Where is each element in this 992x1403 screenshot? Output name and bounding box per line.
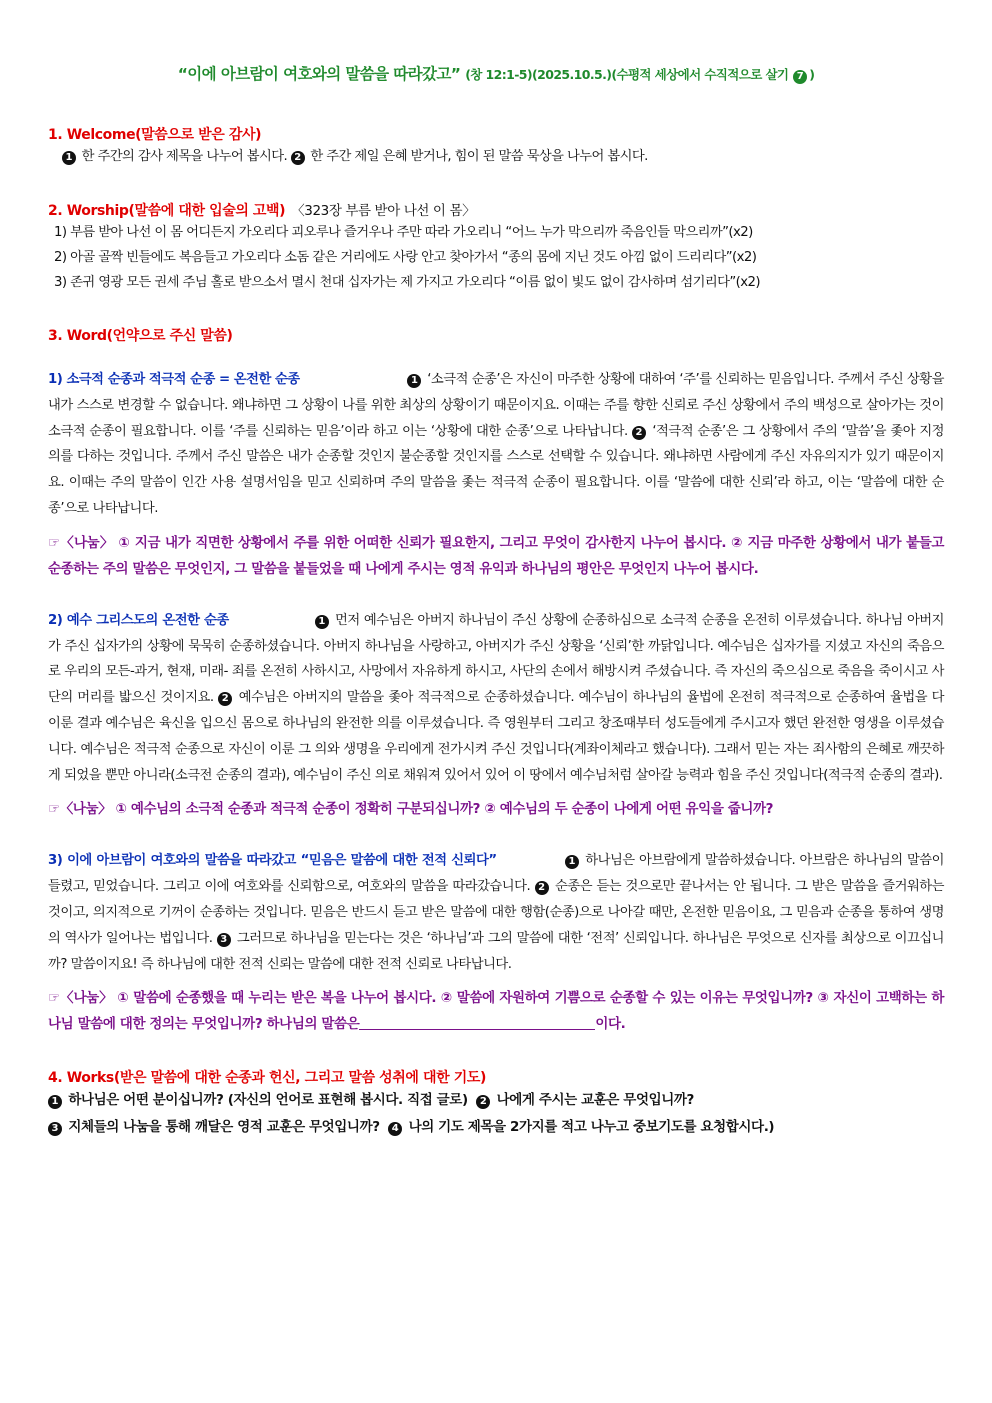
hymn-verse-1: 1) 부름 받아 나선 이 몸 어디든지 가오리다 괴오루나 즐거우나 주만 따라 가오리니 “어느 누가 막으리까 죽음인들 막으리까”(x2)	[54, 225, 753, 240]
title-main: “이에 아브람이 여호와의 말씀을 따라갔고”	[177, 65, 461, 83]
welcome-question-2: 한 주간 제일 은혜 받거나, 힘이 된 말씀 묵상을 나누어 봅시다.	[310, 149, 648, 164]
hymn-title: 〈323장 부름 받아 나선 이 몸〉	[291, 203, 476, 219]
sharing-prompt-3-end: 이다.	[595, 1016, 626, 1033]
paragraph-2-body-2: 예수님은 아버지의 말씀을 좇아 적극적으로 순종하셨습니다. 예수님이 하나님의 율법에 온전히 적극적으로 순종하여 율법을 다 이룬 결과 예수님은 육신을 입으신 몸으로 하나님의 완전한 의를 이루셨습니다. 즉 영원부터 그리고 창조때부터 성도들에게 주시고자 했던 완전한 영생을 이루셨습니다. 예수님은 적극적 순종으로 자신이 이룬 그 의와 생명을 우리에게 전가시켜 주신 것입니다(계좌이체라고 했습니다). 그래서 믿는 자는 죄사함의 은혜로 깨끗하게 되었을 뿐만 아니라(소극전 순종의 결과), 예수님이 주신 의로 채워져 있어서 있어 이 땅에서 예수님처럼 살아갈 능력과 힘을 주신 것입니다(적극적 순종의 결과).	[48, 690, 945, 783]
fill-in-blank[interactable]	[359, 1015, 595, 1030]
paragraph-3-title: 3) 이에 아브람이 여호와의 말씀을 따라갔고 “믿음은 말씀에 대한 전적 신뢰다”	[48, 853, 497, 869]
welcome-question-1: 한 주간의 감사 제목을 나누어 봅시다.	[81, 149, 288, 164]
paragraph-3-body-2: 순종은 듣는 것으로만 끝나서는 안 됩니다. 그 받은 말씀을 즐거워하는 것이고, 의지적으로 기꺼이 순종하는 것입니다. 믿음은 반드시 듣고 받은 말씀에 대한 행함(순종)으로 나아갈 때만, 온전한 믿음이요, 그 믿음과 순종을 통하여 생명의 역사가 일어나는 법입니다.	[48, 879, 944, 946]
number-2-icon: 2	[218, 692, 232, 706]
paragraph-1-body-1: ‘소극적 순종’은 자신이 마주한 상황에 대하여 ‘주’를 신뢰하는 믿음입니다. 주께서 주신 상황을 내가 스스로 변경할 수 없습니다. 왜냐하면 그 상황이 나를 위한 최상의 상황이기 때문이지요. 이때는 주를 향한 신뢰로 주신 상황에서 주의 백성으로 살아가는 것이 소극적 순종이 필요합니다. 이를 ‘주를 신뢰하는 믿음’이라 하고 이는 ‘상황에 대한 순종’으로 나타납니다.	[48, 372, 944, 439]
number-2-icon: 2	[476, 1095, 490, 1109]
paragraph-1-body-2: ‘적극적 순종’은 그 상황에서 주의 ‘말씀’을 좇아 지정의를 다하는 것입니다. 주께서 주신 말씀은 내가 순종할 것인지 불순종할 것인지를 스스로 선택할 수 있습니다. 왜냐하면 사람에게 주신 자유의지가 있기 때문이지요. 이때는 주의 말씀이 인간 사용 설명서임을 믿고 신뢰하며 주의 말씀을 좇는 적극적 순종이 필요합니다. 이를 ‘말씀에 대한 신뢰’라 하고, 이는 ‘말씀에 대한 순종’으로 나타납니다.	[48, 423, 945, 516]
worship-heading-text: 2. Worship(말씀에 대한 입술의 고백)	[48, 203, 286, 219]
paragraph-3-body-3: 그러므로 하나님을 믿는다는 것은 ‘하나님’과 그의 말씀에 대한 ‘전적’ 신뢰입니다. 하나님은 무엇으로 신자를 최상으로 이끄십니까? 말씀이지요! 즉 하나님에 대한 전적 신뢰는 말씀에 대한 전적 신뢰로 나타납니다.	[48, 930, 945, 972]
paragraph-3-body-1: 하나님은 아브람에게 말씀하셨습니다. 아브람은 하나님의 말씀이 들렸고, 믿었습니다. 그리고 이에 여호와를 신뢰함으로, 여호와의 말씀을 따라갔습니다.	[48, 853, 944, 895]
number-4-icon: 4	[388, 1122, 402, 1136]
paragraph-2-body-1: 먼저 예수님은 아버지 하나님이 주신 상황에 순종하심으로 소극적 순종을 온전히 이루셨습니다. 하나님 아버지가 주신 십자가의 상황에 묵묵히 순종하셨습니다. 아버지 하나님을 사랑하고, 아버지가 주신 상황을 ‘신뢰’한 까닭입니다. 예수님은 십자가를 지셨고 자신의 죽음으로 우리의 모든-과거, 현재, 미래- 죄를 온전히 사하시고, 사망에서 자유하게 하시고, 사단의 손에서 해방시켜 주셨습니다. 즉 자신의 죽으심으로 죽음을 죽이시고 사단의 머리를 밟으신 것이지요.	[48, 612, 944, 706]
number-3-icon: 3	[48, 1122, 62, 1136]
welcome-heading: 1. Welcome(말씀으로 받은 감사)	[48, 127, 262, 143]
works-line-1	[48, 1087, 944, 1114]
title-close: )	[809, 67, 815, 82]
works-question-4: 나의 기도 제목을 2가지를 적고 나누고 중보기도를 요청합시다.)	[408, 1119, 775, 1136]
number-1-icon: 1	[62, 151, 76, 165]
worship-heading	[48, 199, 944, 220]
works-question-3: 지체들의 나눔을 통해 깨달은 영적 교훈은 무엇입니까?	[68, 1119, 380, 1136]
works-question-1: 하나님은 어떤 분이십니까? (자신의 언어로 표현해 봅시다. 직접 글로)	[68, 1092, 468, 1109]
hymn-verse-3: 3) 존귀 영광 모든 권세 주님 홀로 받으소서 멸시 천대 십자가는 제 가지고 가오리다 “이름 없이 빛도 없이 감사하며 섬기리다”(x2)	[54, 275, 760, 290]
worksheet-page	[48, 62, 944, 1141]
works-heading: 4. Works(받은 말씀에 대한 순종과 헌신, 그리고 말씀 성취에 대한 기도)	[48, 1070, 486, 1087]
paragraph-1-title: 1) 소극적 순종과 적극적 순종 = 온전한 순종	[48, 372, 300, 387]
title-sub: (창 12:1-5)(2025.10.5.)(수평적 세상에서 수직적으로 살기	[465, 67, 789, 82]
sharing-prompt-1: ☞〈나눔〉 ① 지금 내가 직면한 상황에서 주를 위한 어떠한 신뢰가 필요한지, 그리고 무엇이 감사한지 나누어 봅시다. ② 지금 마주한 상황에서 내가 붙들고 순종하는 주의 말씀은 무엇인지, 그 말씀을 붙들었을 때 나에게 주시는 영적 유익과 하나님의 평안은 무엇인지 나누어 봅시다.	[48, 534, 944, 577]
sharing-prompt-3-text: ☞〈나눔〉 ① 말씀에 순종했을 때 누리는 받은 복을 나누어 봅시다. ② 말씀에 자원하여 기쁨으로 순종할 수 있는 이유는 무엇입니까? ③ 자신이 고백하는 하나님 말씀에 대한 정의는 무엇입니까? 하나님의 말씀은	[48, 990, 944, 1033]
number-2-icon: 2	[535, 881, 549, 895]
works-question-2: 나에게 주시는 교훈은 무엇입니까?	[496, 1092, 694, 1109]
hymn-verse-2: 2) 아골 골짝 빈들에도 복음들고 가오리다 소돔 같은 거리에도 사랑 안고 찾아가서 “종의 몸에 지닌 것도 아낌 없이 드리리다”(x2)	[54, 250, 757, 265]
word-paragraph-1	[48, 367, 944, 522]
works-line-2	[48, 1114, 944, 1141]
sharing-prompt-2: ☞〈나눔〉 ① 예수님의 소극적 순종과 적극적 순종이 정확히 구분되십니까? ② 예수님의 두 순종이 나에게 어떤 유익을 줍니까?	[48, 801, 774, 818]
sharing-prompt-3	[48, 985, 944, 1037]
welcome-line	[48, 144, 944, 169]
number-1-icon: 1	[315, 615, 329, 629]
word-heading: 3. Word(언약으로 주신 말씀)	[48, 328, 233, 344]
number-1-icon: 1	[407, 374, 421, 388]
number-1-icon: 1	[565, 855, 579, 869]
paragraph-2-title: 2) 예수 그리스도의 온전한 순종	[48, 612, 229, 628]
number-2-icon: 2	[632, 426, 646, 440]
number-3-icon: 3	[217, 933, 231, 947]
word-paragraph-3	[48, 848, 944, 977]
word-paragraph-2	[48, 608, 944, 789]
number-1-icon: 1	[48, 1095, 62, 1109]
number-2-icon: 2	[291, 151, 305, 165]
page-title	[48, 62, 944, 84]
number-badge-icon: 7	[793, 70, 807, 84]
